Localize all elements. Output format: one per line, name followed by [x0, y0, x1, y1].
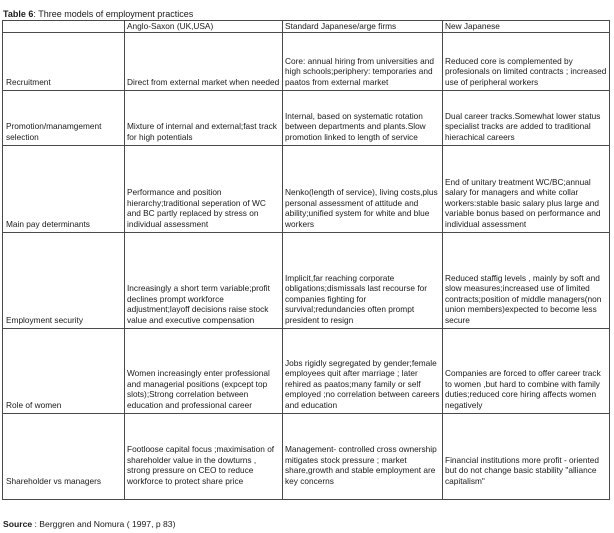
source-label: Source [3, 519, 33, 529]
cell-anglo-saxon: Direct from external market when needed [125, 32, 283, 90]
cell-standard-japanese: Management- controlled cross ownership mitigates stock pressure ; market share,growth and stable employment are key concerns [283, 413, 443, 499]
cell-standard-japanese: Nenko(length of service), living costs,plus personal assessment of attitude and ability;unified system for white and blue workers [283, 145, 443, 232]
table-row-recruitment [3, 32, 610, 90]
table-row-main-pay [3, 145, 610, 232]
header-cell-anglo-saxon: Anglo-Saxon (UK,USA) [125, 21, 283, 33]
row-label: Recruitment [3, 32, 125, 90]
table-caption-text: : Three models of employment practices [33, 9, 194, 19]
header-cell-new-japanese: New Japanese [443, 21, 610, 33]
cell-anglo-saxon: Increasingly a short term variable;profit declines prompt workforce adjustment;layoff decisions raise stock value and executive compensation [125, 232, 283, 328]
header-cell-empty [3, 21, 125, 33]
row-label: Main pay determinants [3, 145, 125, 232]
header-cell-standard-japanese: Standard Japanese/arge firms [283, 21, 443, 33]
cell-standard-japanese: Core: annual hiring from universities and high schools;periphery: temporaries and paatos from external market [283, 32, 443, 90]
source-note [3, 519, 175, 530]
cell-standard-japanese: Internal, based on systematic rotation between departments and plants.Slow promotion linked to length of service [283, 90, 443, 145]
source-text: : Berggren and Nomura ( 1997, p 83) [32, 519, 176, 529]
cell-anglo-saxon: Performance and position hierarchy;traditional seperation of WC and BC partly replaced by stress on individual assessment [125, 145, 283, 232]
cell-standard-japanese: Jobs rigidly segregated by gender;female employees quit after marriage ; later rehired as paatos;many family or self employed ;no correlation between careers and education [283, 328, 443, 413]
cell-new-japanese: Financial institutions more profit - oriented but do not change basic stability "alliance capitalism" [443, 413, 610, 499]
table-row-employment-security [3, 232, 610, 328]
cell-standard-japanese: Implicit,far reaching corporate obligations;dismissals last recourse for companies fighting for survival;redundancies often prompt president to resign [283, 232, 443, 328]
row-label: Promotion/manamgement selection [3, 90, 125, 145]
table-row-role-of-women [3, 328, 610, 413]
row-label: Shareholder vs managers [3, 413, 125, 499]
cell-anglo-saxon: Footloose capital focus ;maximisation of shareholder value in the dowturns , strong pressure on CEO to reduce workforce to protect share price [125, 413, 283, 499]
employment-models-table [2, 20, 610, 500]
cell-new-japanese: Reduced staffig levels , mainly by soft and slow measures;increased use of limited contracts;position of middle managers(non union members)expected to become less secure [443, 232, 610, 328]
row-label: Employment security [3, 232, 125, 328]
cell-anglo-saxon: Women increasingly enter professional and managerial positions (expcept top slots);Strong correlation between education and professional career [125, 328, 283, 413]
cell-anglo-saxon: Mixture of internal and external;fast track for high potentials [125, 90, 283, 145]
table-caption [3, 9, 193, 20]
table-header-row [3, 21, 610, 33]
row-label: Role of women [3, 328, 125, 413]
cell-new-japanese: Dual career tracks.Somewhat lower status specialist tracks are added to traditional hierachical careers [443, 90, 610, 145]
table-caption-label: Table 6 [3, 9, 34, 19]
table-row-promotion [3, 90, 610, 145]
cell-new-japanese: Reduced core is complemented by profesionals on limited contracts ; increased use of peripheral workers [443, 32, 610, 90]
cell-new-japanese: End of unitary treatment WC/BC;annual salary for managers and white collar workers:stable basic salary plus large and variable bonus based on performance and individual assessment [443, 145, 610, 232]
cell-new-japanese: Companies are forced to offer career track to women ,but hard to combine with family duties;reduced core hiring affects women negatively [443, 328, 610, 413]
table-row-shareholder [3, 413, 610, 499]
